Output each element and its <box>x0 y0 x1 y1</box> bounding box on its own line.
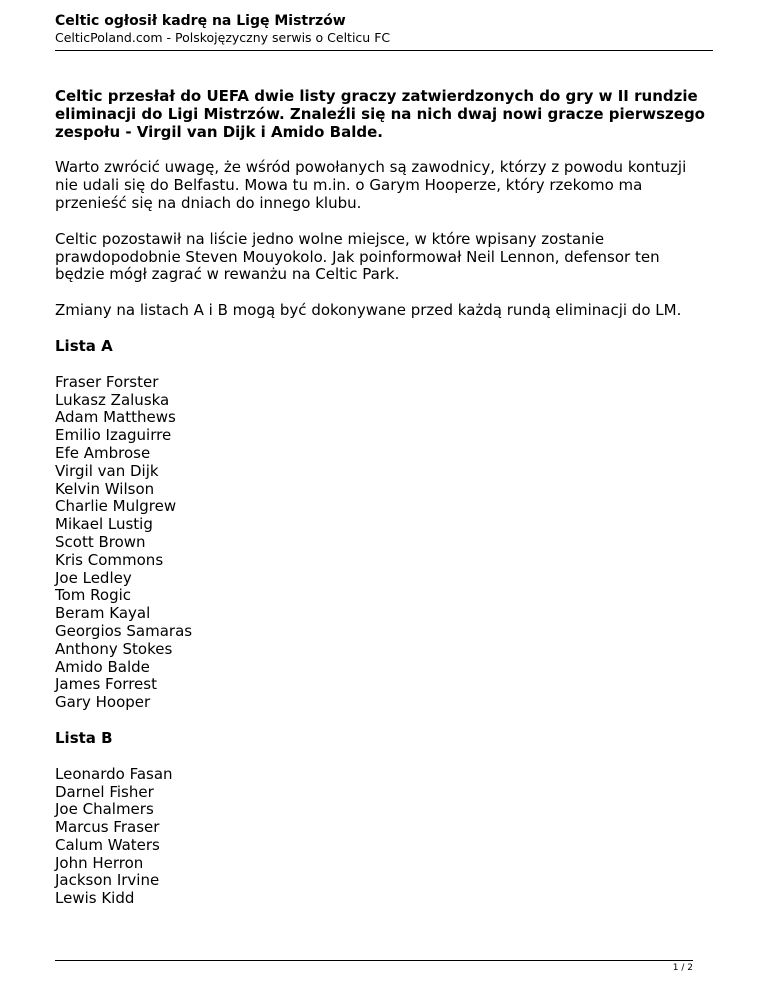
list-item: Emilio Izaguirre <box>55 426 172 445</box>
article-paragraph: Zmiany na listach A i B mogą być dokonywane przed każdą rundą eliminacji do LM. <box>55 301 682 320</box>
list-item: Efe Ambrose <box>55 443 151 462</box>
list-item: Tom Rogic <box>55 586 132 605</box>
list-item: Anthony Stokes <box>55 639 173 658</box>
header-subtitle: CelticPoland.com - Polskojęzyczny serwis o Celticu FC <box>55 30 391 45</box>
list-item: Kris Commons <box>55 550 164 569</box>
list-item: Gary Hooper <box>55 693 151 712</box>
page-header <box>55 12 713 46</box>
list-a-heading: Lista A <box>55 336 113 355</box>
list-item: Calum Waters <box>55 835 160 854</box>
article-paragraph: Celtic pozostawił na liście jedno wolne miejsce, w które wpisany zostanie prawdopodobnie Steven Mouyokolo. Jak poinformował Neil Lennon, defensor ten będzie mógł zagrać w rewanżu na Celtic Park. <box>55 229 660 284</box>
header-title: Celtic ogłosił kadrę na Ligę Mistrzów <box>55 13 346 29</box>
list-item: Mikael Lustig <box>55 515 153 534</box>
list-item: Amido Balde <box>55 657 150 676</box>
list-item: Charlie Mulgrew <box>55 497 177 516</box>
list-item: Marcus Fraser <box>55 818 160 837</box>
article-body <box>55 88 713 926</box>
list-item: Joe Ledley <box>55 568 132 587</box>
list-item: Beram Kayal <box>55 604 151 623</box>
list-item: Fraser Forster <box>55 372 159 391</box>
list-item: Jackson Irvine <box>55 871 160 890</box>
list-item: Darnel Fisher <box>55 782 154 801</box>
list-item: Scott Brown <box>55 532 146 551</box>
list-item: Lukasz Zaluska <box>55 390 170 409</box>
list-a-players <box>55 374 713 712</box>
article-paragraph: Warto zwrócić uwagę, że wśród powołanych są zawodnicy, którzy z powodu kontuzji nie udali się do Belfastu. Mowa tu m.in. o Garym Hooperze, który rzekomo ma przenieść się na dniach do innego klubu. <box>55 158 687 212</box>
list-item: Virgil van Dijk <box>55 461 159 480</box>
list-item: John Herron <box>55 853 144 872</box>
list-item: Lewis Kidd <box>55 889 135 908</box>
page-number: 1 / 2 <box>672 963 693 973</box>
list-item: Joe Chalmers <box>55 800 154 819</box>
list-b-players <box>55 766 713 908</box>
list-item: James Forrest <box>55 675 157 694</box>
list-b-heading: Lista B <box>55 728 113 747</box>
header-divider <box>55 50 713 51</box>
list-item: Leonardo Fasan <box>55 764 173 783</box>
footer-divider <box>55 960 693 961</box>
list-item: Kelvin Wilson <box>55 479 155 498</box>
list-item: Georgios Samaras <box>55 621 193 640</box>
document-page <box>55 0 713 994</box>
article-lead: Celtic przesłał do UEFA dwie listy graczy zatwierdzonych do gry w II rundzie eliminacji do Ligi Mistrzów. Znaleźli się na nich dwaj nowi gracze pierwszego zespołu - Virgil van Dijk i Amido Balde. <box>55 87 705 141</box>
list-item: Adam Matthews <box>55 408 176 427</box>
